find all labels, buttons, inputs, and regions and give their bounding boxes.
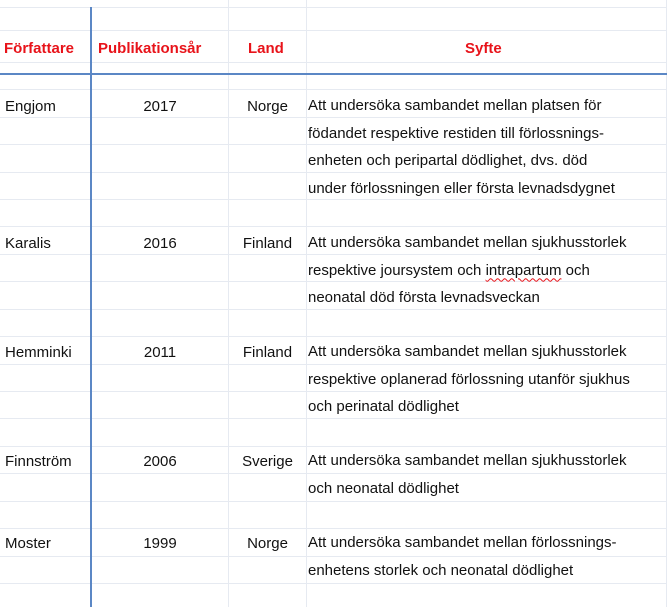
grid-line: [0, 226, 667, 227]
cell-author: Karalis: [5, 235, 51, 252]
purpose-line: enheten och peripartal dödlighet, dvs. död: [308, 152, 588, 169]
cell-author: Engjom: [5, 98, 56, 115]
purpose-line: enhetens storlek och neonatal dödlighet: [308, 561, 574, 579]
purpose-line: Att undersöka sambandet mellan sjukhusstorlek: [308, 234, 627, 251]
grid-line: [306, 0, 307, 607]
purpose-line: neonatal död första levnadsveckan: [308, 289, 540, 306]
purpose-line: respektive oplanerad förlossning utanför sjukhus: [308, 370, 630, 388]
header-purpose: Syfte: [465, 40, 502, 57]
purpose-text: respektive joursystem och: [308, 261, 486, 279]
cell-year: 2017: [143, 98, 177, 115]
header-year: Publikationsår: [98, 40, 202, 57]
cell-purpose: [308, 229, 627, 312]
cell-country: Norge: [247, 98, 288, 115]
cell-purpose: [308, 529, 617, 584]
purpose-line: Att undersöka sambandet mellan sjukhusstorlek: [308, 343, 627, 360]
cell-author: Finnström: [5, 453, 72, 470]
cell-purpose: [308, 92, 615, 202]
purpose-line: födandet respektive restiden till förlossnings-: [308, 124, 604, 142]
purpose-line: och neonatal dödlighet: [308, 479, 459, 497]
cell-purpose: [308, 447, 627, 502]
cell-year: 1999: [143, 535, 177, 552]
grid-line: [0, 89, 667, 90]
grid-line: [0, 336, 667, 337]
grid-line: [0, 7, 667, 8]
grid-line: [228, 0, 229, 607]
cell-country: Finland: [242, 235, 293, 252]
cell-purpose: [308, 338, 630, 421]
cell-year: 2011: [143, 344, 177, 361]
cell-country: Sverige: [242, 453, 293, 470]
header-rule: [0, 73, 667, 75]
cell-country: Norge: [247, 535, 288, 552]
header-author: Författare: [4, 40, 75, 57]
column-rule: [90, 7, 92, 607]
grid-line: [0, 62, 667, 63]
purpose-line: Att undersöka sambandet mellan sjukhusstorlek: [308, 452, 627, 469]
purpose-line: under förlossningen eller första levnadsdygnet: [308, 179, 615, 197]
cell-year: 2006: [143, 453, 177, 470]
cell-author: Hemminki: [5, 344, 72, 361]
purpose-line: [308, 257, 627, 285]
grid-line: [0, 30, 667, 31]
cell-author: Moster: [5, 535, 51, 552]
purpose-line: och perinatal dödlighet: [308, 398, 459, 415]
header-country: Land: [248, 40, 284, 57]
spellcheck-marked-word: intrapartum: [485, 261, 562, 279]
purpose-line: Att undersöka sambandet mellan förlossnings-: [308, 534, 617, 551]
cell-country: Finland: [242, 344, 293, 361]
purpose-text: och: [561, 261, 590, 279]
purpose-line: Att undersöka sambandet mellan platsen för: [308, 97, 602, 114]
cell-year: 2016: [143, 235, 177, 252]
